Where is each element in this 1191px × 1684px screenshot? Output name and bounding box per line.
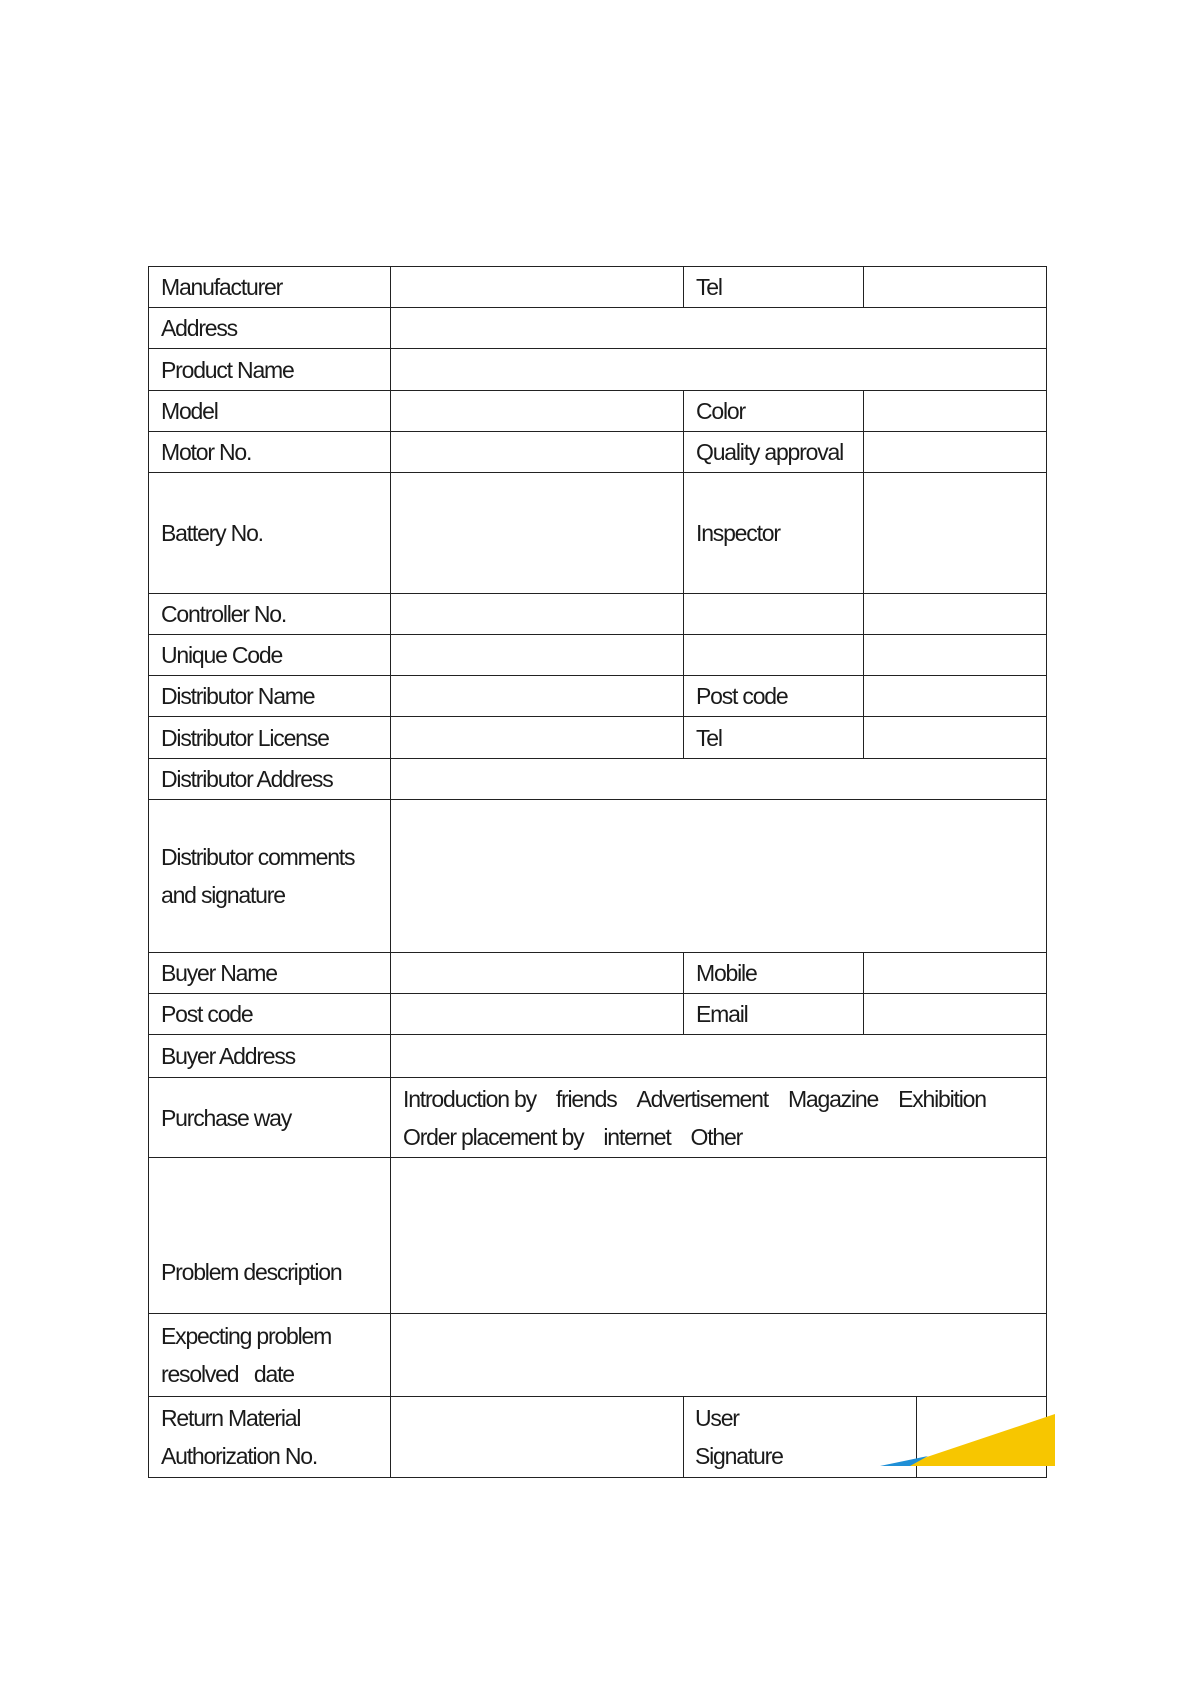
label-distributor-comments: [149, 800, 391, 953]
return-form-table: [148, 266, 1047, 1478]
field-buyer-address[interactable]: [391, 1035, 1047, 1078]
field-distributor-name[interactable]: [391, 676, 684, 717]
label-expecting-date: [149, 1314, 391, 1397]
field-post-code[interactable]: [864, 676, 1047, 717]
field-rma[interactable]: [391, 1397, 684, 1478]
label-distributor-comments-line-2: and signature: [161, 882, 285, 908]
option-other[interactable]: Other: [690, 1123, 743, 1150]
row-purchase-way: [149, 1078, 1047, 1158]
field-model[interactable]: [391, 391, 684, 432]
field-quality-approval[interactable]: [864, 432, 1047, 473]
label-rma-line-1: Return Material: [161, 1405, 301, 1431]
field-expecting-date[interactable]: [391, 1314, 1047, 1397]
field-motor-no[interactable]: [391, 432, 684, 473]
field-unique-extra-2[interactable]: [864, 635, 1047, 676]
row-distributor-comments: [149, 800, 1047, 953]
purchase-options-line-1: [403, 1080, 1034, 1118]
option-friends[interactable]: friends: [555, 1085, 617, 1112]
field-unique-code[interactable]: [391, 635, 684, 676]
label-distributor-address: Distributor Address: [149, 759, 391, 800]
row-manufacturer: [149, 267, 1047, 308]
field-distributor-license[interactable]: [391, 717, 684, 759]
row-distributor-license: [149, 717, 1047, 759]
field-post-code-2[interactable]: [391, 994, 684, 1035]
field-controller-extra-1[interactable]: [684, 594, 864, 635]
option-introduction-by[interactable]: Introduction by: [403, 1085, 536, 1112]
field-tel-2[interactable]: [864, 717, 1047, 759]
label-tel: Tel: [684, 267, 864, 308]
label-motor-no: Motor No.: [149, 432, 391, 473]
row-product-name: [149, 349, 1047, 391]
row-buyer-name: [149, 953, 1047, 994]
label-rma-line-2: Authorization No.: [161, 1443, 318, 1469]
row-buyer-post-code: [149, 994, 1047, 1035]
label-inspector: Inspector: [684, 473, 864, 594]
row-distributor-address: [149, 759, 1047, 800]
field-email[interactable]: [864, 994, 1047, 1035]
label-distributor-license: Distributor License: [149, 717, 391, 759]
field-color[interactable]: [864, 391, 1047, 432]
row-problem-description: [149, 1158, 1047, 1314]
label-address: Address: [149, 308, 391, 349]
row-model: [149, 391, 1047, 432]
label-model: Model: [149, 391, 391, 432]
label-controller-no: Controller No.: [149, 594, 391, 635]
field-manufacturer[interactable]: [391, 267, 684, 308]
row-motor-no: [149, 432, 1047, 473]
label-distributor-comments-line-1: Distributor comments: [161, 844, 355, 870]
option-order-placement-by[interactable]: Order placement by: [403, 1123, 584, 1150]
label-distributor-name: Distributor Name: [149, 676, 391, 717]
label-problem-description: Problem description: [149, 1158, 391, 1314]
label-user-line-2: Signature: [695, 1443, 783, 1469]
field-address[interactable]: [391, 308, 1047, 349]
field-problem-description[interactable]: [391, 1158, 1047, 1314]
label-post-code-2: Post code: [149, 994, 391, 1035]
label-quality-approval: Quality approval: [684, 432, 864, 473]
option-magazine[interactable]: Magazine: [787, 1085, 879, 1112]
field-distributor-comments[interactable]: [391, 800, 1047, 953]
row-buyer-address: [149, 1035, 1047, 1078]
field-buyer-name[interactable]: [391, 953, 684, 994]
row-controller-no: [149, 594, 1047, 635]
field-controller-no[interactable]: [391, 594, 684, 635]
label-post-code: Post code: [684, 676, 864, 717]
label-rma: [149, 1397, 391, 1478]
purchase-options-line-2: [403, 1118, 1034, 1156]
row-battery-no: [149, 473, 1047, 594]
option-exhibition[interactable]: Exhibition: [898, 1085, 986, 1112]
field-inspector[interactable]: [864, 473, 1047, 594]
label-user-line-1: User: [695, 1405, 739, 1431]
label-buyer-address: Buyer Address: [149, 1035, 391, 1078]
label-expecting-line-1: Expecting problem: [161, 1323, 332, 1349]
field-battery-no[interactable]: [391, 473, 684, 594]
label-mobile: Mobile: [684, 953, 864, 994]
label-manufacturer: Manufacturer: [149, 267, 391, 308]
label-buyer-name: Buyer Name: [149, 953, 391, 994]
field-controller-extra-2[interactable]: [864, 594, 1047, 635]
purchase-way-options: [391, 1078, 1047, 1158]
field-unique-extra-1[interactable]: [684, 635, 864, 676]
corner-accent-decoration: [880, 1414, 1055, 1466]
field-product-name[interactable]: [391, 349, 1047, 391]
option-advertisement[interactable]: Advertisement: [636, 1085, 768, 1112]
label-email: Email: [684, 994, 864, 1035]
label-product-name: Product Name: [149, 349, 391, 391]
label-purchase-way: Purchase way: [149, 1078, 391, 1158]
option-internet[interactable]: internet: [603, 1123, 671, 1150]
label-battery-no: Battery No.: [149, 473, 391, 594]
label-color: Color: [684, 391, 864, 432]
label-expecting-line-2: resolved date: [161, 1361, 294, 1387]
label-tel-2: Tel: [684, 717, 864, 759]
field-distributor-address[interactable]: [391, 759, 1047, 800]
label-unique-code: Unique Code: [149, 635, 391, 676]
row-unique-code: [149, 635, 1047, 676]
row-expecting-date: [149, 1314, 1047, 1397]
row-address: [149, 308, 1047, 349]
row-distributor-name: [149, 676, 1047, 717]
field-mobile[interactable]: [864, 953, 1047, 994]
field-tel[interactable]: [864, 267, 1047, 308]
